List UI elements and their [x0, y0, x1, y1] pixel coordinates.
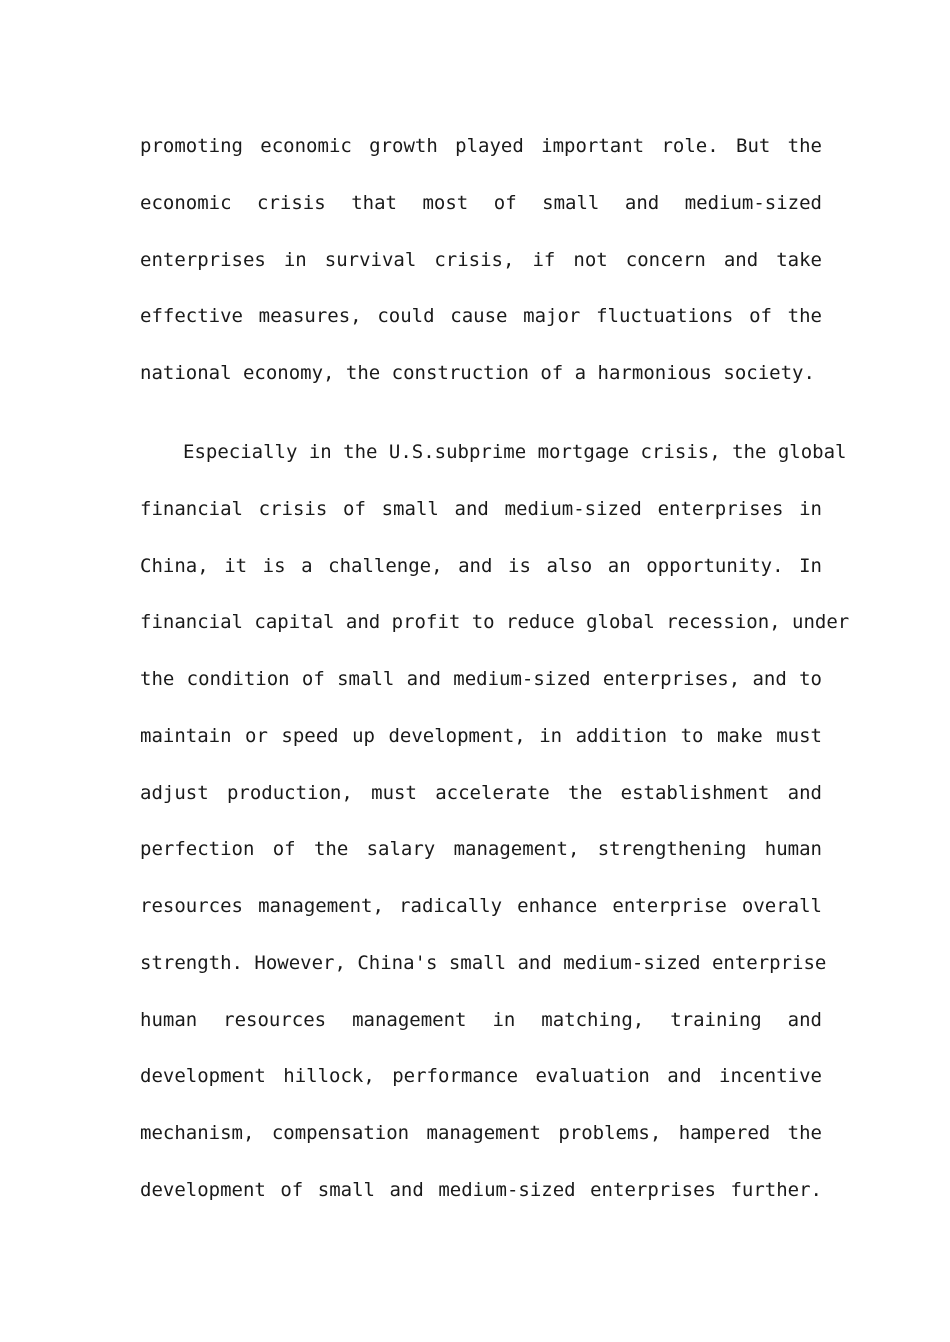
text-line: development hillock, performance evaluation and incentive	[140, 1065, 822, 1087]
text-line: economic crisis that most of small and medium-sized	[140, 192, 822, 214]
text-line: China, it is a challenge, and is also an opportunity. In	[140, 555, 822, 577]
text-line: promoting economic growth played important role. But the	[140, 135, 822, 157]
text-line: financial capital and profit to reduce global recession, under	[140, 611, 850, 633]
text-line: the condition of small and medium-sized enterprises, and to	[140, 668, 822, 690]
text-line: perfection of the salary management, strengthening human	[140, 838, 822, 860]
text-line: Especially in the U.S.subprime mortgage crisis, the global	[183, 441, 847, 463]
text-line: enterprises in survival crisis, if not concern and take	[140, 249, 822, 271]
text-line: maintain or speed up development, in addition to make must	[140, 725, 822, 747]
text-line: mechanism, compensation management problems, hampered the	[140, 1122, 822, 1144]
text-line: adjust production, must accelerate the establishment and	[140, 782, 822, 804]
text-line: strength. However, China's small and medium-sized enterprise	[140, 952, 827, 974]
text-line: development of small and medium-sized enterprises further.	[140, 1179, 822, 1201]
text-line: effective measures, could cause major fluctuations of the	[140, 305, 822, 327]
text-line: resources management, radically enhance enterprise overall	[140, 895, 822, 917]
text-line: national economy, the construction of a harmonious society.	[140, 362, 815, 384]
text-line: human resources management in matching, training and	[140, 1009, 822, 1031]
text-line: financial crisis of small and medium-sized enterprises in	[140, 498, 822, 520]
